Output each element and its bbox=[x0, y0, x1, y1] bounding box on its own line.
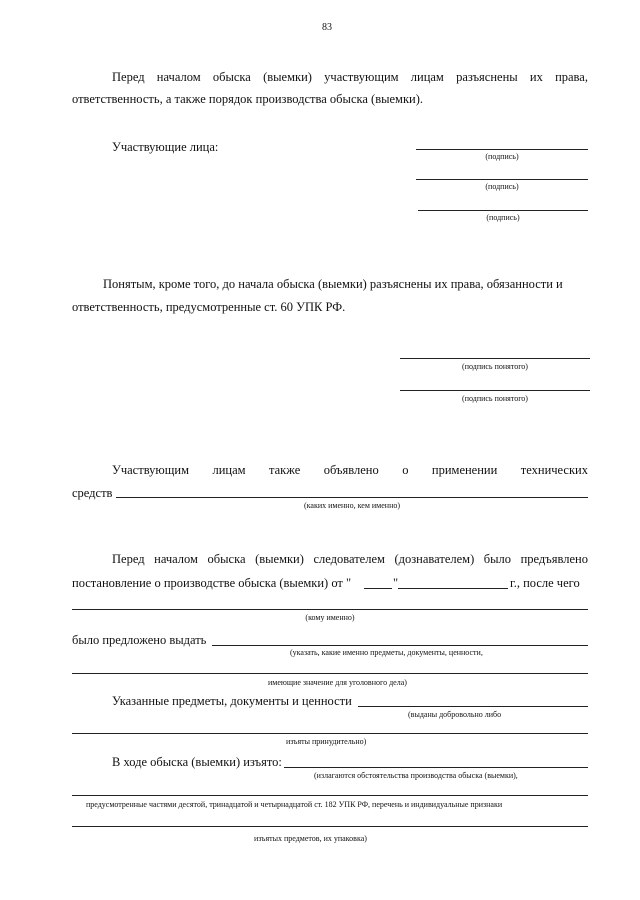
para3-word: о bbox=[402, 463, 409, 477]
items-forced-line bbox=[72, 733, 588, 734]
para3-word: технических bbox=[520, 463, 588, 477]
para1-word: началом bbox=[156, 70, 201, 84]
witness-signature-line-2 bbox=[400, 390, 590, 391]
whom-caption: (кому именно) bbox=[305, 613, 355, 622]
para4-word: (дознавателем) bbox=[394, 552, 475, 566]
participant-signature-line-1 bbox=[416, 149, 588, 150]
items-label: Указанные предметы, документы и ценности bbox=[112, 694, 352, 708]
para1-word: права, bbox=[555, 70, 588, 84]
para4-word: предъявлено bbox=[520, 552, 588, 566]
participant-signature-line-2 bbox=[416, 179, 588, 180]
items-given-caption: (выданы добровольно либо bbox=[408, 710, 502, 719]
participant-signature-line-3 bbox=[418, 210, 588, 211]
seized-packaging-caption: изъятых предметов, их упаковка) bbox=[254, 834, 367, 843]
items-forced-caption: изъяты принудительно) bbox=[286, 737, 367, 746]
para4-word: началом bbox=[154, 552, 198, 566]
seized-line bbox=[284, 767, 588, 768]
para3-word: также bbox=[269, 463, 301, 477]
page-number: 83 bbox=[322, 22, 332, 33]
para3-word: Участвующим bbox=[112, 463, 189, 477]
witness-signature-line-1 bbox=[400, 358, 590, 359]
signature-caption-3: (подпись) bbox=[486, 213, 520, 222]
para1-word: их bbox=[529, 70, 543, 84]
decree-day-line bbox=[364, 588, 392, 589]
technical-means-caption: (каких именно, кем именно) bbox=[303, 501, 401, 510]
seized-details-line bbox=[72, 795, 588, 796]
para4-word: следователем bbox=[313, 552, 385, 566]
participants-label: Участвующие лица: bbox=[112, 140, 219, 154]
seized-packaging-line bbox=[72, 826, 588, 827]
seized-label: В ходе обыска (выемки) изъято: bbox=[112, 755, 282, 769]
items-continued-line bbox=[72, 673, 588, 674]
offered-items-caption: (указать, какие именно предметы, документы, ценности, bbox=[290, 648, 483, 657]
para4-decree-suffix: г., после чего bbox=[510, 576, 580, 590]
para1-word: разъяснены bbox=[456, 70, 518, 84]
whom-line bbox=[72, 609, 588, 610]
para4-word: (выемки) bbox=[255, 552, 304, 566]
items-given-line bbox=[358, 706, 588, 707]
para2-line1: Понятым, кроме того, до начала обыска (выемки) разъяснены их права, обязанности и bbox=[103, 277, 563, 291]
witness-caption-2: (подпись понятого) bbox=[462, 394, 528, 403]
para2-line2: ответственность, предусмотренные ст. 60 УПК РФ. bbox=[72, 300, 346, 314]
para4-decree-prefix: постановление о производстве обыска (выемки) от " bbox=[72, 576, 352, 590]
para4-word: было bbox=[483, 552, 512, 566]
para3-line1 bbox=[112, 463, 588, 477]
para3-word: объявлено bbox=[323, 463, 379, 477]
para1-word: участвующим bbox=[324, 70, 399, 84]
decree-month-line bbox=[398, 588, 508, 589]
seized-caption: (излагаются обстоятельства производства обыска (выемки), bbox=[314, 771, 518, 780]
para4-line1 bbox=[112, 552, 588, 566]
para3-word: применении bbox=[431, 463, 498, 477]
technical-means-line bbox=[116, 497, 588, 498]
para1-word: Перед bbox=[112, 70, 145, 84]
witness-caption-1: (подпись понятого) bbox=[462, 362, 528, 371]
seized-details-caption: предусмотренные частями десятой, тринадцатой и четырнадцатой ст. 182 УПК РФ, перечень и индивидуальные признаки bbox=[86, 800, 503, 809]
signature-caption-1: (подпись) bbox=[485, 152, 519, 161]
para3-word: лицам bbox=[212, 463, 246, 477]
para3-means-label: средств bbox=[72, 486, 113, 500]
signature-caption-2: (подпись) bbox=[485, 182, 519, 191]
para1-word: обыска bbox=[212, 70, 251, 84]
offered-items-line bbox=[212, 645, 588, 646]
para4-decree-quote: " bbox=[393, 576, 399, 590]
para4-word: обыска bbox=[207, 552, 246, 566]
items-continued-caption: имеющие значение для уголовного дела) bbox=[268, 678, 407, 687]
offered-label: было предложено выдать bbox=[72, 633, 207, 647]
para1-line2: ответственность, а также порядок производства обыска (выемки). bbox=[72, 92, 424, 106]
para4-word: Перед bbox=[112, 552, 145, 566]
para1-line1 bbox=[112, 70, 588, 84]
para1-word: лицам bbox=[410, 70, 444, 84]
para1-word: (выемки) bbox=[263, 70, 312, 84]
